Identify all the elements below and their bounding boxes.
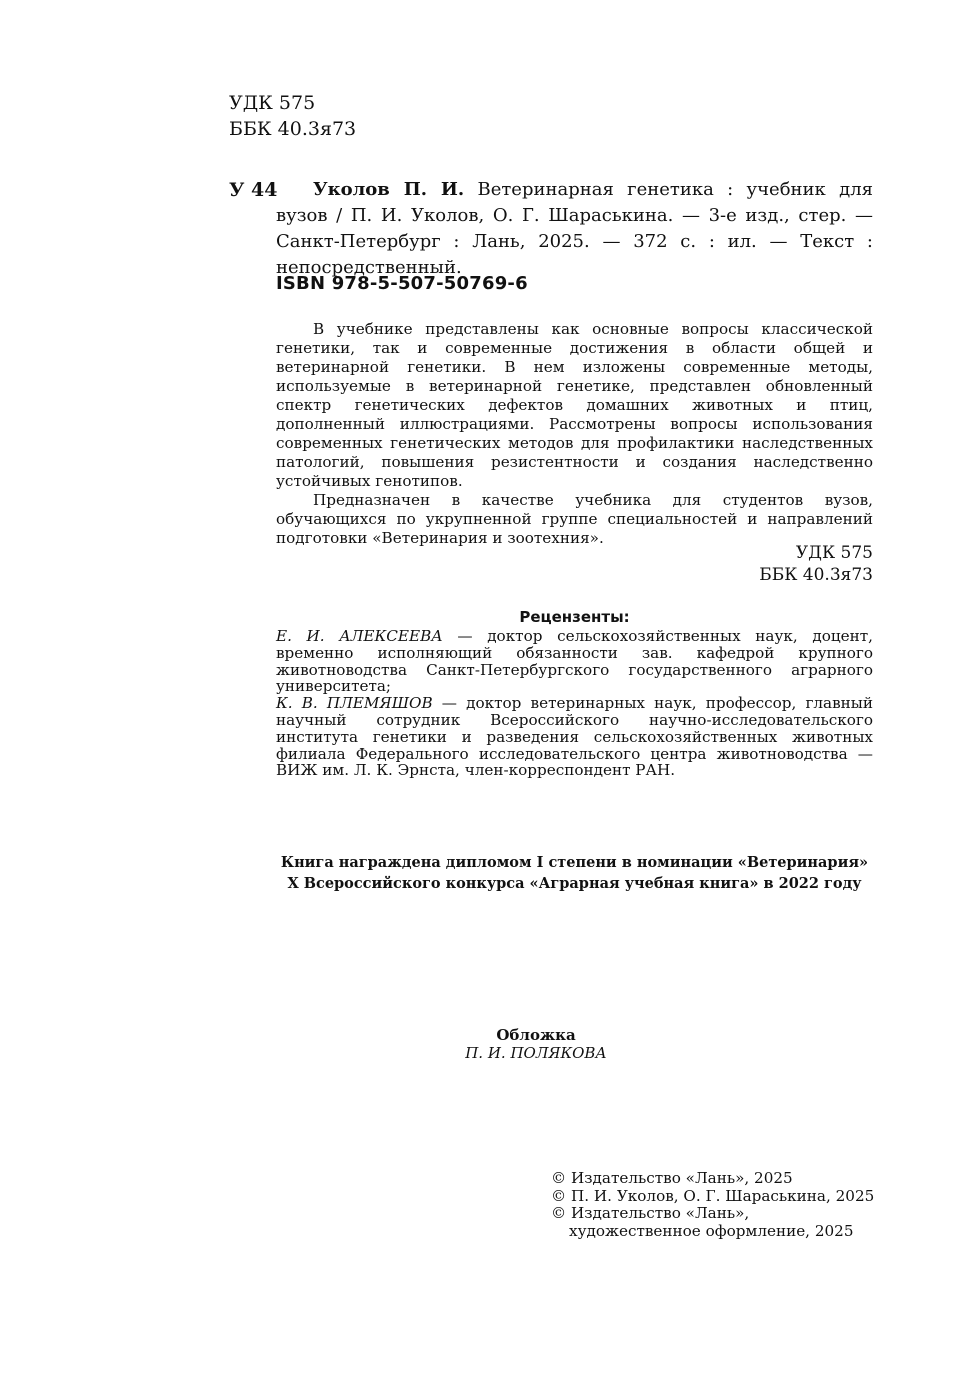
reviewer-description: — доктор сельскохозяйственных наук, доцент, временно исполняющий обязанности зав. кафедрой крупного животноводства Санкт-Петербургского государственного аграрного университета; [276, 627, 873, 696]
copyright-line: © Издательство «Лань», 2025 [551, 1169, 793, 1187]
udk-code: УДК 575 [229, 92, 316, 114]
copyright-line: © П. И. Уколов, О. Г. Шараськина, 2025 [551, 1186, 875, 1205]
author-name: Уколов П. И. [313, 179, 465, 200]
annotation-paragraph-2: Предназначен в качестве учебника для студентов вузов, обучающихся по укрупненной группе специальностей и направлений подготовки «Ветеринария и зоотехния». [276, 491, 873, 547]
udk-bbk-block-right [759, 542, 873, 586]
udk-code-right: УДК 575 [795, 543, 873, 563]
isbn: ISBN 978-5-507-50769-6 [276, 273, 528, 294]
reviewer-name: Е. И. АЛЕКСЕЕВА [276, 627, 443, 645]
reviewers-heading: Рецензенты: [519, 608, 630, 626]
cover-credit-name: П. И. ПОЛЯКОВА [465, 1044, 607, 1062]
award-line-1: Книга награждена дипломом I степени в номинации «Ветеринария» [280, 854, 869, 871]
copyright-line: художественное оформление, 2025 [569, 1221, 854, 1240]
cover-credit-title: Обложка [496, 1026, 576, 1044]
reviewers-list [276, 628, 873, 779]
cover-credit [276, 1026, 796, 1062]
reviewer-entry [276, 695, 873, 779]
annotation-paragraph-1: В учебнике представлены как основные вопросы классической генетики, так и современные достижения в области общей и ветеринарной генетики. В нем изложены современные методы, используемые в ветеринарной генетике, представлен обновленный спектр генетических дефектов домашних животных и птиц, дополненный иллюстрациями. Рассмотрены вопросы использования современных генетических методов для профилактики наследственных патологий, повышения резистентности и создания наследственно устойчивых генотипов. [276, 320, 873, 490]
biblio-title: Ветеринарная генетика : учебник для вузов / [276, 179, 873, 226]
reviewer-description: — доктор ветеринарных наук, профессор, главный научный сотрудник Всероссийского научно-исследовательского института генетики и разведения сельскохозяйственных животных филиала Федерального исследовательского центра животноводства — ВИЖ им. Л. К. Эрнста, член-корреспондент РАН. [276, 694, 873, 780]
reviewer-entry [276, 628, 873, 695]
reviewer-name: К. В. ПЛЕМЯШОВ [276, 694, 433, 713]
biblio-details: П. И. Уколов, О. Г. Шараськина. — 3-е изд., стер. — Санкт-Петербург : Лань, 2025. — 372 с. : ил. — Текст : непосредственный. [276, 205, 873, 278]
bibliographic-record [276, 177, 873, 281]
award-line-2: X Всероссийского конкурса «Аграрная учебная книга» в 2022 году [287, 875, 862, 892]
bbk-code: ББК 40.3я73 [229, 118, 357, 140]
award-notice [276, 852, 873, 894]
copyright-block [551, 1170, 874, 1240]
annotation [276, 320, 873, 548]
cutter-code: У 44 [229, 179, 278, 201]
bbk-code-right: ББК 40.3я73 [759, 565, 873, 585]
copyright-line: © Издательство «Лань», [551, 1204, 750, 1222]
udk-bbk-block-top [229, 90, 356, 142]
